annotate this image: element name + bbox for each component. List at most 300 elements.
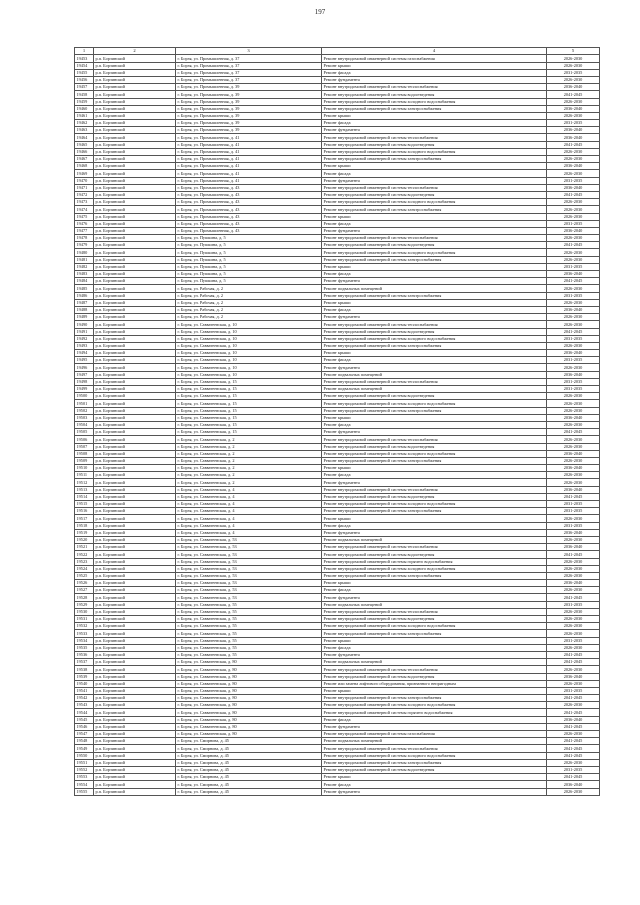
work-type-cell: Ремонт внутридомовой инженерной системы холодного водоснабжения bbox=[322, 148, 547, 155]
period-cell: 2036-2040 bbox=[547, 184, 600, 191]
record-number-cell: 19512 bbox=[75, 479, 94, 486]
work-type-cell: Ремонт крыши bbox=[322, 580, 547, 587]
address-cell: г. Борзя, ул. Савватеевская, д. 53 bbox=[176, 551, 322, 558]
table-row bbox=[75, 486, 600, 493]
address-cell: г. Борзя, ул. Смирнова, д. 45 bbox=[176, 781, 322, 788]
record-number-cell: 19496 bbox=[75, 364, 94, 371]
period-cell: 2031-2035 bbox=[547, 378, 600, 385]
table-row bbox=[75, 766, 600, 773]
table-row bbox=[75, 666, 600, 673]
record-number-cell: 19498 bbox=[75, 378, 94, 385]
municipality-cell: р.п. Борзинский bbox=[94, 62, 176, 69]
work-type-cell: Ремонт подвальных помещений bbox=[322, 285, 547, 292]
address-cell: г. Борзя, ул. Промышленная, д. 41 bbox=[176, 141, 322, 148]
record-number-cell: 19514 bbox=[75, 493, 94, 500]
period-cell: 2036-2040 bbox=[547, 271, 600, 278]
address-cell: г. Борзя, ул. Савватеевская, д. 53 bbox=[176, 587, 322, 594]
address-cell: г. Борзя, ул. Промышленная, д. 37 bbox=[176, 55, 322, 62]
period-cell: 2026-2030 bbox=[547, 421, 600, 428]
record-number-cell: 19540 bbox=[75, 680, 94, 687]
column-header: 4 bbox=[322, 48, 547, 55]
address-cell: г. Борзя, ул. Савватеевская, д. 4 bbox=[176, 501, 322, 508]
work-type-cell: Ремонт крыши bbox=[322, 465, 547, 472]
record-number-cell: 19488 bbox=[75, 306, 94, 313]
municipality-cell: р.п. Борзинский bbox=[94, 551, 176, 558]
period-cell: 2026-2030 bbox=[547, 199, 600, 206]
period-cell: 2026-2030 bbox=[547, 608, 600, 615]
record-number-cell: 19491 bbox=[75, 328, 94, 335]
record-number-cell: 19499 bbox=[75, 386, 94, 393]
table-row bbox=[75, 235, 600, 242]
municipality-cell: р.п. Борзинский bbox=[94, 170, 176, 177]
address-cell: г. Борзя, ул. Савватеевская, д. 15 bbox=[176, 421, 322, 428]
record-number-cell: 19475 bbox=[75, 213, 94, 220]
period-cell: 2036-2040 bbox=[547, 105, 600, 112]
period-cell: 2026-2030 bbox=[547, 112, 600, 119]
work-type-cell: Ремонт внутридомовой инженерной системы теплоснабжения bbox=[322, 321, 547, 328]
period-cell: 2026-2030 bbox=[547, 565, 600, 572]
work-type-cell: Ремонт подвальных помещений bbox=[322, 659, 547, 666]
record-number-cell: 19490 bbox=[75, 321, 94, 328]
municipality-cell: р.п. Борзинский bbox=[94, 220, 176, 227]
work-type-cell: Ремонт внутридомовой инженерной системы газоснабжения bbox=[322, 55, 547, 62]
period-cell: 2026-2030 bbox=[547, 536, 600, 543]
table-row bbox=[75, 601, 600, 608]
municipality-cell: р.п. Борзинский bbox=[94, 199, 176, 206]
table-row bbox=[75, 285, 600, 292]
municipality-cell: р.п. Борзинский bbox=[94, 421, 176, 428]
municipality-cell: р.п. Борзинский bbox=[94, 659, 176, 666]
municipality-cell: р.п. Борзинский bbox=[94, 450, 176, 457]
address-cell: г. Борзя, ул. Савватеевская, д. 53 bbox=[176, 565, 322, 572]
municipality-cell: р.п. Борзинский bbox=[94, 522, 176, 529]
record-number-cell: 19526 bbox=[75, 580, 94, 587]
work-type-cell: Ремонт внутридомовой инженерной системы горячего водоснабжения bbox=[322, 558, 547, 565]
table-row bbox=[75, 515, 600, 522]
municipality-cell: р.п. Борзинский bbox=[94, 436, 176, 443]
municipality-cell: р.п. Борзинский bbox=[94, 443, 176, 450]
work-type-cell: Ремонт крыши bbox=[322, 350, 547, 357]
work-type-cell: Ремонт внутридомовой инженерной системы теплоснабжения bbox=[322, 235, 547, 242]
municipality-cell: р.п. Борзинский bbox=[94, 285, 176, 292]
period-cell: 2031-2035 bbox=[547, 335, 600, 342]
period-cell: 2026-2030 bbox=[547, 731, 600, 738]
municipality-cell: р.п. Борзинский bbox=[94, 76, 176, 83]
table-row bbox=[75, 745, 600, 752]
work-type-cell: Ремонт фасада bbox=[322, 587, 547, 594]
work-type-cell: Ремонт внутридомовой инженерной системы холодного водоснабжения bbox=[322, 623, 547, 630]
address-cell: г. Борзя, ул. Пушкина, д. 5 bbox=[176, 278, 322, 285]
period-cell: 2026-2030 bbox=[547, 616, 600, 623]
table-row bbox=[75, 306, 600, 313]
address-cell: г. Борзя, ул. Пушкина, д. 5 bbox=[176, 242, 322, 249]
municipality-cell: р.п. Борзинский bbox=[94, 479, 176, 486]
address-cell: г. Борзя, ул. Савватеевская, д. 10 bbox=[176, 321, 322, 328]
record-number-cell: 19537 bbox=[75, 659, 94, 666]
table-row bbox=[75, 335, 600, 342]
work-type-cell: Ремонт фундамента bbox=[322, 479, 547, 486]
table-row bbox=[75, 105, 600, 112]
municipality-cell: р.п. Борзинский bbox=[94, 400, 176, 407]
address-cell: г. Борзя, ул. Промышленная, д. 41 bbox=[176, 170, 322, 177]
record-number-cell: 19454 bbox=[75, 62, 94, 69]
record-number-cell: 19539 bbox=[75, 673, 94, 680]
work-type-cell: Ремонт внутридомовой инженерной системы водоотведения bbox=[322, 493, 547, 500]
address-cell: г. Борзя, ул. Пушкина, д. 5 bbox=[176, 271, 322, 278]
table-row bbox=[75, 414, 600, 421]
table-row bbox=[75, 62, 600, 69]
table-row bbox=[75, 148, 600, 155]
municipality-cell: р.п. Борзинский bbox=[94, 666, 176, 673]
municipality-cell: р.п. Борзинский bbox=[94, 84, 176, 91]
record-number-cell: 19459 bbox=[75, 98, 94, 105]
period-cell: 2026-2030 bbox=[547, 235, 600, 242]
address-cell: г. Борзя, ул. Пушкина, д. 5 bbox=[176, 263, 322, 270]
record-number-cell: 19486 bbox=[75, 292, 94, 299]
table-row bbox=[75, 292, 600, 299]
table-row bbox=[75, 55, 600, 62]
municipality-cell: р.п. Борзинский bbox=[94, 788, 176, 795]
table-row bbox=[75, 558, 600, 565]
period-cell: 2041-2045 bbox=[547, 745, 600, 752]
table-row bbox=[75, 163, 600, 170]
period-cell: 2036-2040 bbox=[547, 465, 600, 472]
work-type-cell: Ремонт крыши bbox=[322, 414, 547, 421]
municipality-cell: р.п. Борзинский bbox=[94, 429, 176, 436]
address-cell: г. Борзя, ул. Промышленная, д. 43 bbox=[176, 213, 322, 220]
table-row bbox=[75, 407, 600, 414]
record-number-cell: 19545 bbox=[75, 716, 94, 723]
period-cell: 2026-2030 bbox=[547, 206, 600, 213]
table-row bbox=[75, 321, 600, 328]
address-cell: г. Борзя, ул. Савватеевская, д. 15 bbox=[176, 386, 322, 393]
period-cell: 2026-2030 bbox=[547, 680, 600, 687]
record-number-cell: 19516 bbox=[75, 508, 94, 515]
period-cell: 2036-2040 bbox=[547, 673, 600, 680]
municipality-cell: р.п. Борзинский bbox=[94, 278, 176, 285]
record-number-cell: 19554 bbox=[75, 781, 94, 788]
address-cell: г. Борзя, ул. Пушкина, д. 5 bbox=[176, 235, 322, 242]
record-number-cell: 19492 bbox=[75, 335, 94, 342]
table-row bbox=[75, 493, 600, 500]
table-row bbox=[75, 278, 600, 285]
record-number-cell: 19471 bbox=[75, 184, 94, 191]
address-cell: г. Борзя, ул. Савватеевская, д. 4 bbox=[176, 522, 322, 529]
table-row bbox=[75, 465, 600, 472]
period-cell: 2036-2040 bbox=[547, 414, 600, 421]
municipality-cell: р.п. Борзинский bbox=[94, 69, 176, 76]
period-cell: 2031-2035 bbox=[547, 120, 600, 127]
work-type-cell: Ремонт фундамента bbox=[322, 594, 547, 601]
work-type-cell: Ремонт фасада bbox=[322, 170, 547, 177]
address-cell: г. Борзя, ул. Савватеевская, д. 80 bbox=[176, 709, 322, 716]
period-cell: 2026-2030 bbox=[547, 393, 600, 400]
record-number-cell: 19530 bbox=[75, 608, 94, 615]
municipality-cell: р.п. Борзинский bbox=[94, 544, 176, 551]
address-cell: г. Борзя, ул. Савватеевская, д. 53 bbox=[176, 544, 322, 551]
municipality-cell: р.п. Борзинский bbox=[94, 112, 176, 119]
address-cell: г. Борзя, ул. Промышленная, д. 43 bbox=[176, 199, 322, 206]
municipality-cell: р.п. Борзинский bbox=[94, 407, 176, 414]
work-type-cell: Ремонт внутридомовой инженерной системы электроснабжения bbox=[322, 342, 547, 349]
period-cell: 2036-2040 bbox=[547, 486, 600, 493]
table-row bbox=[75, 91, 600, 98]
municipality-cell: р.п. Борзинский bbox=[94, 501, 176, 508]
record-number-cell: 19493 bbox=[75, 342, 94, 349]
period-cell: 2031-2035 bbox=[547, 601, 600, 608]
address-cell: г. Борзя, ул. Смирнова, д. 45 bbox=[176, 745, 322, 752]
address-cell: г. Борзя, ул. Савватеевская, д. 53 bbox=[176, 572, 322, 579]
table-row bbox=[75, 436, 600, 443]
period-cell: 2031-2035 bbox=[547, 177, 600, 184]
municipality-cell: р.п. Борзинский bbox=[94, 206, 176, 213]
work-type-cell: Ремонт фундамента bbox=[322, 429, 547, 436]
work-type-cell: Ремонт крыши bbox=[322, 774, 547, 781]
work-type-cell: Ремонт крыши bbox=[322, 263, 547, 270]
period-cell: 2036-2040 bbox=[547, 350, 600, 357]
address-cell: г. Борзя, ул. Савватеевская, д. 10 bbox=[176, 335, 322, 342]
record-number-cell: 19480 bbox=[75, 249, 94, 256]
table-row bbox=[75, 191, 600, 198]
record-number-cell: 19522 bbox=[75, 551, 94, 558]
address-cell: г. Борзя, ул. Промышленная, д. 43 bbox=[176, 227, 322, 234]
address-cell: г. Борзя, ул. Рабочая, д. 2 bbox=[176, 292, 322, 299]
work-type-cell: Ремонт фундамента bbox=[322, 314, 547, 321]
address-cell: г. Борзя, ул. Савватеевская, д. 10 bbox=[176, 328, 322, 335]
period-cell: 2026-2030 bbox=[547, 479, 600, 486]
address-cell: г. Борзя, ул. Промышленная, д. 41 bbox=[176, 156, 322, 163]
period-cell: 2026-2030 bbox=[547, 342, 600, 349]
record-number-cell: 19542 bbox=[75, 695, 94, 702]
period-cell: 2026-2030 bbox=[547, 98, 600, 105]
table-row bbox=[75, 565, 600, 572]
address-cell: г. Борзя, ул. Савватеевская, д. 80 bbox=[176, 723, 322, 730]
record-number-cell: 19553 bbox=[75, 774, 94, 781]
table-row bbox=[75, 781, 600, 788]
period-cell: 2036-2040 bbox=[547, 716, 600, 723]
period-cell: 2041-2045 bbox=[547, 328, 600, 335]
work-type-cell: Ремонт внутридомовой инженерной системы теплоснабжения bbox=[322, 184, 547, 191]
municipality-cell: р.п. Борзинский bbox=[94, 745, 176, 752]
table-row bbox=[75, 227, 600, 234]
work-type-cell: Ремонт внутридомовой инженерной системы горячего водоснабжения bbox=[322, 709, 547, 716]
record-number-cell: 19462 bbox=[75, 120, 94, 127]
municipality-cell: р.п. Борзинский bbox=[94, 774, 176, 781]
period-cell: 2031-2035 bbox=[547, 522, 600, 529]
table-row bbox=[75, 508, 600, 515]
table-row bbox=[75, 572, 600, 579]
record-number-cell: 19535 bbox=[75, 644, 94, 651]
municipality-cell: р.п. Борзинский bbox=[94, 781, 176, 788]
period-cell: 2041-2045 bbox=[547, 594, 600, 601]
work-type-cell: Ремонт внутридомовой инженерной системы теплоснабжения bbox=[322, 608, 547, 615]
table-row bbox=[75, 199, 600, 206]
period-cell: 2026-2030 bbox=[547, 407, 600, 414]
period-cell: 2026-2030 bbox=[547, 644, 600, 651]
table-row bbox=[75, 680, 600, 687]
table-row bbox=[75, 242, 600, 249]
period-cell: 2026-2030 bbox=[547, 436, 600, 443]
period-cell: 2031-2035 bbox=[547, 766, 600, 773]
address-cell: г. Борзя, ул. Савватеевская, д. 80 bbox=[176, 716, 322, 723]
record-number-cell: 19503 bbox=[75, 414, 94, 421]
period-cell: 2026-2030 bbox=[547, 55, 600, 62]
record-number-cell: 19552 bbox=[75, 766, 94, 773]
work-type-cell: Ремонт внутридомовой инженерной системы электроснабжения bbox=[322, 407, 547, 414]
table-row bbox=[75, 659, 600, 666]
table-row bbox=[75, 472, 600, 479]
period-cell: 2041-2045 bbox=[547, 429, 600, 436]
record-number-cell: 19524 bbox=[75, 565, 94, 572]
record-number-cell: 19460 bbox=[75, 105, 94, 112]
table-row bbox=[75, 774, 600, 781]
address-cell: г. Борзя, ул. Промышленная, д. 41 bbox=[176, 148, 322, 155]
period-cell: 2026-2030 bbox=[547, 213, 600, 220]
record-number-cell: 19517 bbox=[75, 515, 94, 522]
period-cell: 2041-2045 bbox=[547, 738, 600, 745]
period-cell: 2036-2040 bbox=[547, 580, 600, 587]
table-row bbox=[75, 450, 600, 457]
table-row bbox=[75, 536, 600, 543]
table-row bbox=[75, 421, 600, 428]
address-cell: г. Борзя, ул. Савватеевская, д. 4 bbox=[176, 493, 322, 500]
work-type-cell: Ремонт подвальных помещений bbox=[322, 386, 547, 393]
table-row bbox=[75, 594, 600, 601]
period-cell: 2026-2030 bbox=[547, 457, 600, 464]
period-cell: 2036-2040 bbox=[547, 529, 600, 536]
record-number-cell: 19538 bbox=[75, 666, 94, 673]
address-cell: г. Борзя, ул. Савватеевская, д. 55 bbox=[176, 601, 322, 608]
work-type-cell: Ремонт внутридомовой инженерной системы теплоснабжения bbox=[322, 544, 547, 551]
record-number-cell: 19474 bbox=[75, 206, 94, 213]
work-type-cell: Ремонт фасада bbox=[322, 271, 547, 278]
work-type-cell: Ремонт фундамента bbox=[322, 788, 547, 795]
municipality-cell: р.п. Борзинский bbox=[94, 314, 176, 321]
municipality-cell: р.п. Борзинский bbox=[94, 306, 176, 313]
municipality-cell: р.п. Борзинский bbox=[94, 558, 176, 565]
table-row bbox=[75, 364, 600, 371]
municipality-cell: р.п. Борзинский bbox=[94, 687, 176, 694]
table-row bbox=[75, 623, 600, 630]
table-row bbox=[75, 98, 600, 105]
record-number-cell: 19523 bbox=[75, 558, 94, 565]
address-cell: г. Борзя, ул. Савватеевская, д. 55 bbox=[176, 637, 322, 644]
work-type-cell: Ремонт внутридомовой инженерной системы электроснабжения bbox=[322, 695, 547, 702]
record-number-cell: 19525 bbox=[75, 572, 94, 579]
address-cell: г. Борзя, ул. Промышленная, д. 39 bbox=[176, 105, 322, 112]
work-type-cell: Ремонт внутридомовой инженерной системы водоотведения bbox=[322, 551, 547, 558]
municipality-cell: р.п. Борзинский bbox=[94, 292, 176, 299]
table-row bbox=[75, 457, 600, 464]
municipality-cell: р.п. Борзинский bbox=[94, 673, 176, 680]
work-type-cell: Ремонт внутридомовой инженерной системы холодного водоснабжения bbox=[322, 450, 547, 457]
municipality-cell: р.п. Борзинский bbox=[94, 148, 176, 155]
record-number-cell: 19544 bbox=[75, 709, 94, 716]
table-row bbox=[75, 112, 600, 119]
record-number-cell: 19463 bbox=[75, 127, 94, 134]
address-cell: г. Борзя, ул. Смирнова, д. 45 bbox=[176, 738, 322, 745]
work-type-cell: Ремонт внутридомовой инженерной системы водоотведения bbox=[322, 191, 547, 198]
address-cell: г. Борзя, ул. Савватеевская, д. 15 bbox=[176, 429, 322, 436]
work-type-cell: Ремонт внутридомовой инженерной системы теплоснабжения bbox=[322, 745, 547, 752]
address-cell: г. Борзя, ул. Савватеевская, д. 80 bbox=[176, 666, 322, 673]
table-row bbox=[75, 788, 600, 795]
record-number-cell: 19483 bbox=[75, 271, 94, 278]
municipality-cell: р.п. Борзинский bbox=[94, 120, 176, 127]
municipality-cell: р.п. Борзинский bbox=[94, 256, 176, 263]
record-number-cell: 19489 bbox=[75, 314, 94, 321]
table-row bbox=[75, 702, 600, 709]
municipality-cell: р.п. Борзинский bbox=[94, 515, 176, 522]
record-number-cell: 19548 bbox=[75, 738, 94, 745]
record-number-cell: 19478 bbox=[75, 235, 94, 242]
municipality-cell: р.п. Борзинский bbox=[94, 227, 176, 234]
work-type-cell: Ремонт внутридомовой инженерной системы водоотведения bbox=[322, 766, 547, 773]
address-cell: г. Борзя, ул. Пушкина, д. 5 bbox=[176, 249, 322, 256]
table-row bbox=[75, 299, 600, 306]
address-cell: г. Борзя, ул. Савватеевская, д. 2 bbox=[176, 450, 322, 457]
work-type-cell: Ремонт крыши bbox=[322, 637, 547, 644]
period-cell: 2036-2040 bbox=[547, 163, 600, 170]
municipality-cell: р.п. Борзинский bbox=[94, 105, 176, 112]
address-cell: г. Борзя, ул. Промышленная, д. 43 bbox=[176, 184, 322, 191]
municipality-cell: р.п. Борзинский bbox=[94, 350, 176, 357]
address-cell: г. Борзя, ул. Рабочая, д. 2 bbox=[176, 299, 322, 306]
period-cell: 2041-2045 bbox=[547, 191, 600, 198]
address-cell: г. Борзя, ул. Савватеевская, д. 2 bbox=[176, 443, 322, 450]
record-number-cell: 19533 bbox=[75, 630, 94, 637]
municipality-cell: р.п. Борзинский bbox=[94, 594, 176, 601]
municipality-cell: р.п. Борзинский bbox=[94, 723, 176, 730]
address-cell: г. Борзя, ул. Савватеевская, д. 55 bbox=[176, 644, 322, 651]
record-number-cell: 19487 bbox=[75, 299, 94, 306]
work-type-cell: Ремонт внутридомовой инженерной системы теплоснабжения bbox=[322, 486, 547, 493]
table-row bbox=[75, 69, 600, 76]
period-cell: 2041-2045 bbox=[547, 493, 600, 500]
column-header: 2 bbox=[94, 48, 176, 55]
record-number-cell: 19494 bbox=[75, 350, 94, 357]
table-row bbox=[75, 141, 600, 148]
work-type-cell: Ремонт крыши bbox=[322, 62, 547, 69]
municipality-cell: р.п. Борзинский bbox=[94, 572, 176, 579]
municipality-cell: р.п. Борзинский bbox=[94, 55, 176, 62]
record-number-cell: 19470 bbox=[75, 177, 94, 184]
record-number-cell: 19495 bbox=[75, 357, 94, 364]
work-type-cell: Ремонт внутридомовой инженерной системы электроснабжения bbox=[322, 292, 547, 299]
column-header: 1 bbox=[75, 48, 94, 55]
period-cell: 2026-2030 bbox=[547, 759, 600, 766]
work-type-cell: Ремонт подвальных помещений bbox=[322, 536, 547, 543]
record-number-cell: 19509 bbox=[75, 457, 94, 464]
work-type-cell: Ремонт внутридомовой инженерной системы водоотведения bbox=[322, 673, 547, 680]
table-row bbox=[75, 644, 600, 651]
table-row bbox=[75, 84, 600, 91]
address-cell: г. Борзя, ул. Промышленная, д. 43 bbox=[176, 220, 322, 227]
address-cell: г. Борзя, ул. Промышленная, д. 43 bbox=[176, 191, 322, 198]
address-cell: г. Борзя, ул. Смирнова, д. 45 bbox=[176, 774, 322, 781]
record-number-cell: 19532 bbox=[75, 623, 94, 630]
municipality-cell: р.п. Борзинский bbox=[94, 536, 176, 543]
work-type-cell: Ремонт фасада bbox=[322, 522, 547, 529]
municipality-cell: р.п. Борзинский bbox=[94, 191, 176, 198]
table-row bbox=[75, 759, 600, 766]
address-cell: г. Борзя, ул. Савватеевская, д. 10 bbox=[176, 371, 322, 378]
municipality-cell: р.п. Борзинский bbox=[94, 271, 176, 278]
record-number-cell: 19519 bbox=[75, 529, 94, 536]
period-cell: 2026-2030 bbox=[547, 443, 600, 450]
municipality-cell: р.п. Борзинский bbox=[94, 393, 176, 400]
record-number-cell: 19551 bbox=[75, 759, 94, 766]
